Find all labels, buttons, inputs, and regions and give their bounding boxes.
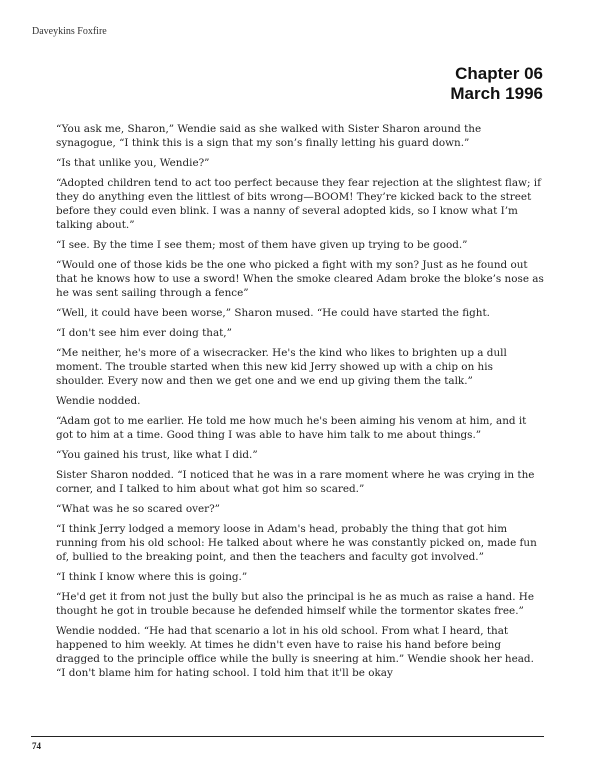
footer-divider <box>31 736 544 737</box>
paragraph: Sister Sharon nodded. “I noticed that he was in a rare moment where he was crying in the corner, and I talked to him about what got him so scared.” <box>56 469 535 495</box>
chapter-date: March 1996 <box>450 84 543 103</box>
paragraph: “You gained his trust, like what I did.” <box>56 449 258 461</box>
paragraph: “He'd get it from not just the bully but also the principal is he as much as raise a hand. He thought he got in trouble because he defended himself while the tormentor skates free.” <box>56 591 535 617</box>
paragraph: Wendie nodded. “He had that scenario a lot in his old school. From what I heard, that happened to him weekly. At times he didn't even have to raise his hand before being dragged to the principle office while the bully is sneering at him.” Wendie shook her head. “I don't blame him for hating school. I told him that it'll be okay <box>56 625 534 679</box>
paragraph: “Adopted children tend to act too perfect because they fear rejection at the slightest flaw; if they do anything even the littlest of bits wrong—BOOM! They’re kicked back to the street before they could even blink. I was a nanny of several adopted kids, so I know what I’m talking about.” <box>56 177 541 231</box>
running-header: Daveykins Foxfire <box>32 26 107 37</box>
chapter-heading <box>450 64 543 104</box>
page-number: 74 <box>32 741 41 751</box>
paragraph: “I don't see him ever doing that,” <box>56 327 232 339</box>
paragraph: “You ask me, Sharon,” Wendie said as she walked with Sister Sharon around the synagogue, “I think this is a sign that my son’s finally letting his guard down.” <box>56 123 482 149</box>
paragraph: “What was he so scared over?” <box>56 503 220 515</box>
paragraph: “Well, it could have been worse,” Sharon mused. “He could have started the fight. <box>56 307 490 319</box>
paragraph: “Adam got to me earlier. He told me how much he's been aiming his venom at him, and it got to him at a time. Good thing I was able to have him talk to me about things.” <box>56 415 527 441</box>
paragraph: “I see. By the time I see them; most of them have given up trying to be good.” <box>56 239 468 251</box>
paragraph: Wendie nodded. <box>56 395 141 407</box>
paragraph: “Is that unlike you, Wendie?” <box>56 157 210 169</box>
chapter-title: Chapter 06 <box>455 64 543 83</box>
paragraph: “I think Jerry lodged a memory loose in Adam's head, probably the thing that got him running from his old school: He talked about where he was constantly picked on, made fun of, bullied to the breaking point, and then the teachers and faculty got involved.” <box>56 523 537 563</box>
body-text <box>56 122 544 686</box>
paragraph: “Would one of those kids be the one who picked a fight with my son? Just as he found out that he knows how to use a sword! When the smoke cleared Adam broke the bloke’s nose as he was sent sailing through a fence” <box>56 259 544 299</box>
paragraph: “Me neither, he's more of a wisecracker. He's the kind who likes to brighten up a dull moment. The trouble started when this new kid Jerry showed up with a chip on his shoulder. Every now and then we get one and we end up giving them the talk.” <box>56 347 507 387</box>
paragraph: “I think I know where this is going.” <box>56 571 248 583</box>
